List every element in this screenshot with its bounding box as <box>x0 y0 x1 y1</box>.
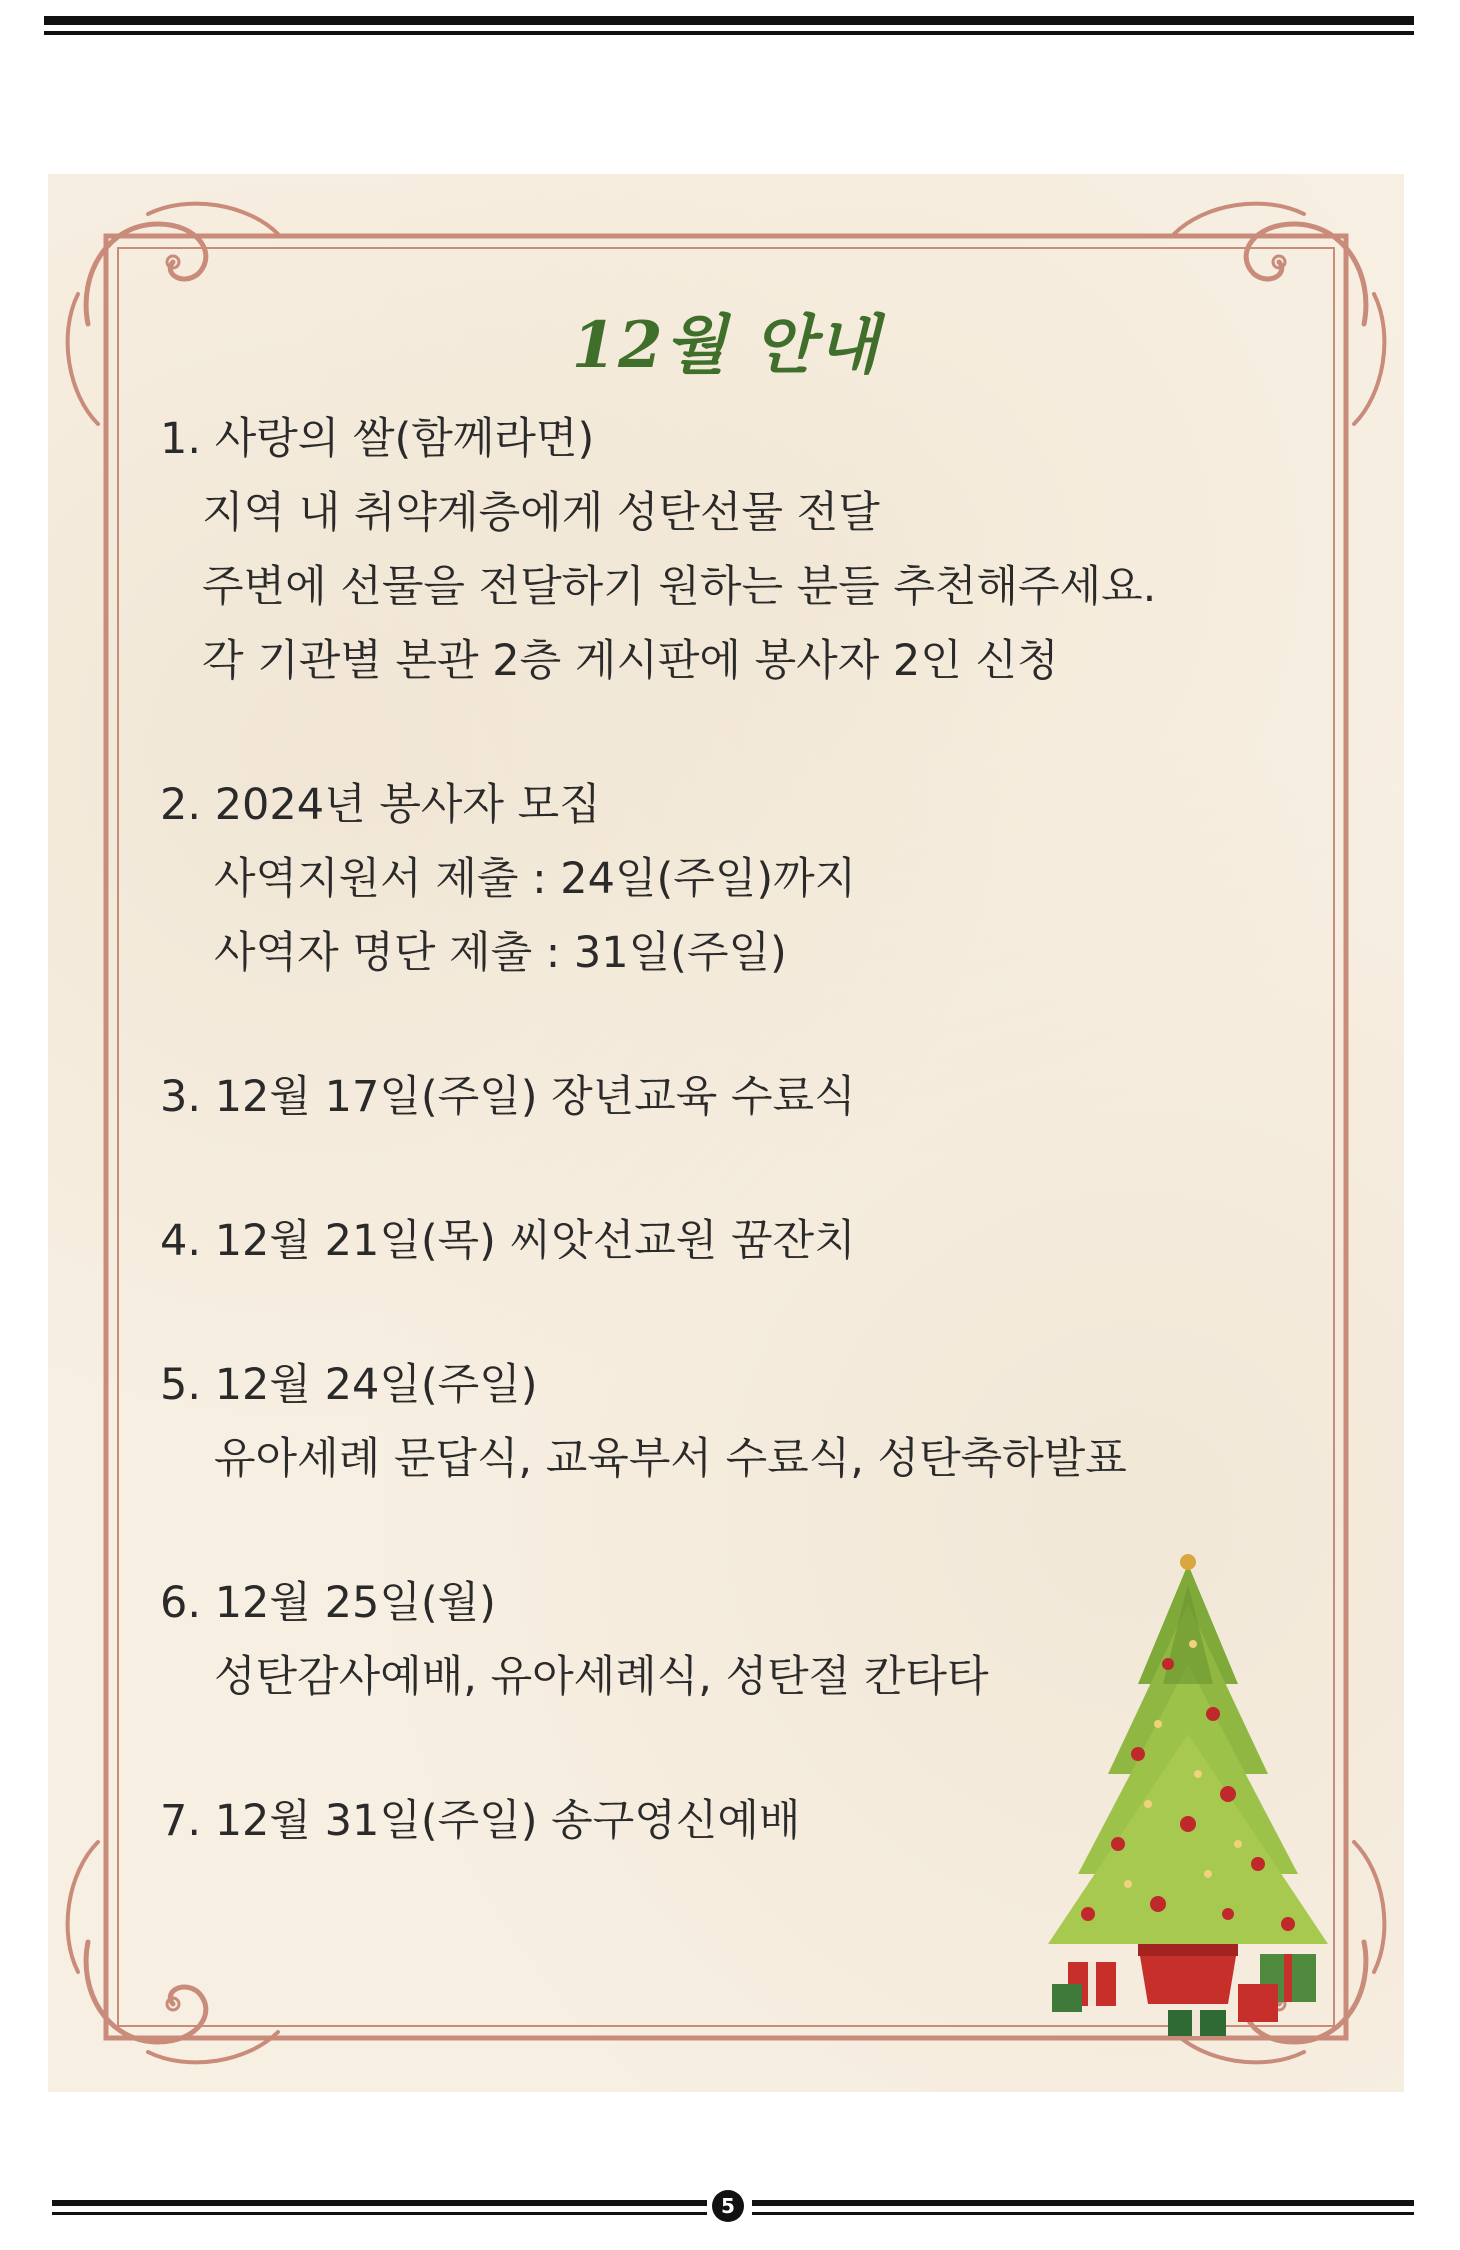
bottom-rule-left-thin <box>52 2212 707 2215</box>
list-item <box>160 402 1310 698</box>
page-title: 12월 안내 <box>571 308 881 383</box>
page-number: 5 <box>712 2190 744 2222</box>
bottom-rule-right-thick <box>752 2200 1414 2206</box>
list-item <box>160 768 1310 990</box>
bottom-rule-left-thick <box>52 2200 707 2206</box>
item-heading: 6. 12월 25일(월) <box>160 1578 496 1628</box>
item-detail: 성탄감사예배, 유아세례식, 성탄절 칸타타 <box>214 1652 989 1702</box>
item-detail: 지역 내 취약계층에게 성탄선물 전달 <box>202 488 880 538</box>
announcement-panel <box>48 174 1404 2092</box>
item-detail: 각 기관별 본관 2층 게시판에 봉사자 2인 신청 <box>202 636 1059 686</box>
list-item <box>160 1060 1310 1134</box>
christmas-tree-icon <box>1028 1544 1348 2044</box>
item-detail: 사역자 명단 제출 : 31일(주일) <box>214 928 787 978</box>
item-heading: 1. 사랑의 쌀(함께라면) <box>160 414 595 464</box>
list-item <box>160 1204 1310 1278</box>
list-item <box>160 1348 1310 1496</box>
item-heading: 2. 2024년 봉사자 모집 <box>160 780 601 830</box>
item-heading: 4. 12월 21일(목) 씨앗선교원 꿈잔치 <box>160 1216 856 1266</box>
item-detail: 사역지원서 제출 : 24일(주일)까지 <box>214 854 857 904</box>
item-heading: 5. 12월 24일(주일) <box>160 1360 538 1410</box>
item-detail: 주변에 선물을 전달하기 원하는 분들 추천해주세요. <box>202 562 1157 612</box>
item-detail: 유아세례 문답식, 교육부서 수료식, 성탄축하발표 <box>214 1434 1127 1484</box>
top-rule-thick <box>44 16 1414 25</box>
item-heading: 3. 12월 17일(주일) 장년교육 수료식 <box>160 1072 856 1122</box>
top-rule-thin <box>44 31 1414 35</box>
item-heading: 7. 12월 31일(주일) 송구영신예배 <box>160 1796 801 1846</box>
bottom-rule-right-thin <box>752 2212 1414 2215</box>
